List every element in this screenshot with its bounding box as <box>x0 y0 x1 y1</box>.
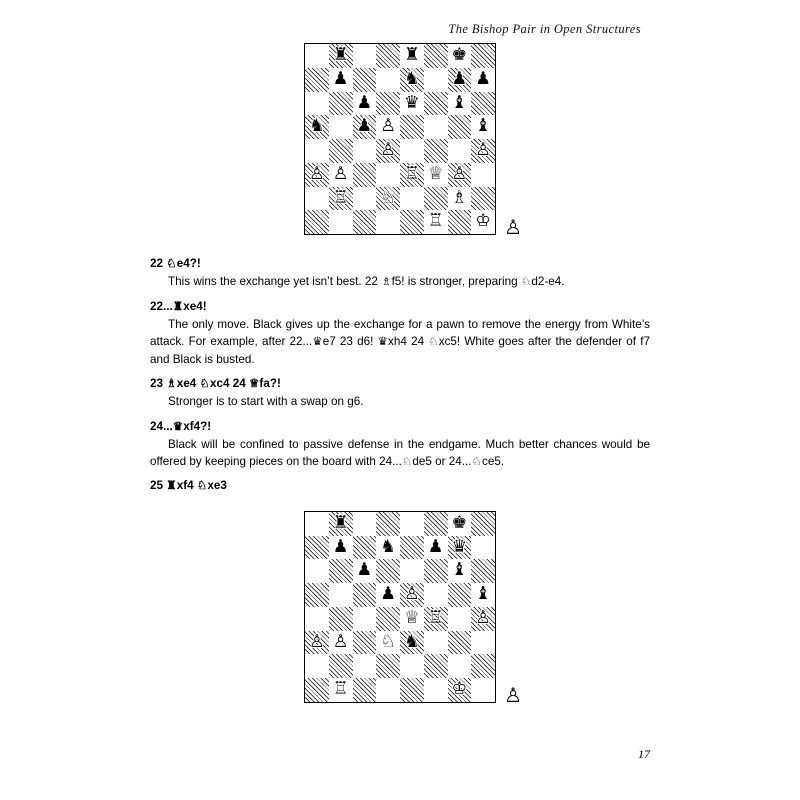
board1-piece: ♖ <box>404 163 420 184</box>
board1-square <box>400 44 424 68</box>
board1-square <box>329 44 353 68</box>
board2-square <box>353 654 377 678</box>
board2-square <box>471 631 495 655</box>
board2-square <box>305 512 329 536</box>
board2-square <box>448 512 472 536</box>
board2-piece: ♜ <box>332 512 349 533</box>
page-number: 17 <box>638 747 650 761</box>
board2-square <box>400 512 424 536</box>
board1-square <box>471 68 495 92</box>
board1-square <box>424 44 448 68</box>
chess-board-1 <box>304 43 496 235</box>
board1-square <box>353 163 377 187</box>
board2-square <box>329 607 353 631</box>
board2-piece: ♙ <box>332 631 349 652</box>
board1-square <box>329 92 353 116</box>
board2-square <box>471 559 495 583</box>
board1-square <box>448 163 472 187</box>
board2-square <box>353 512 377 536</box>
board1-square <box>424 210 448 234</box>
board1-square <box>400 210 424 234</box>
move-22-heading: 22 ♘e4?! <box>150 257 201 270</box>
board2-square <box>424 512 448 536</box>
board1-square <box>329 163 353 187</box>
board2-square <box>448 654 472 678</box>
board1-piece: ♜ <box>404 45 420 66</box>
board2-square <box>376 512 400 536</box>
board1-square <box>305 92 329 116</box>
board2-square <box>305 631 329 655</box>
board1-square <box>424 187 448 211</box>
board2-square <box>376 654 400 678</box>
board1-piece: ♟ <box>356 92 373 113</box>
board2-piece: ♟ <box>332 536 349 557</box>
board2-square <box>353 559 377 583</box>
comment-23-24: Stronger is to start with a swap on g6. <box>168 395 364 409</box>
board1-square <box>424 139 448 163</box>
board1-square <box>376 92 400 116</box>
comment-24-black: Black will be confined to passive defense in the endgame. Much better chances would be offered by keeping pieces on the board with 24...♘de5 or 24...♘ce5. <box>150 437 650 469</box>
board2-square <box>376 536 400 560</box>
running-head: The Bishop Pair in Open Structures <box>448 22 641 36</box>
board2-square <box>353 583 377 607</box>
board1-square <box>471 44 495 68</box>
board1-square <box>400 187 424 211</box>
board1-square <box>329 187 353 211</box>
board1-piece: ♛ <box>404 92 420 113</box>
board2-piece: ♔ <box>451 679 468 700</box>
board2-square <box>424 536 448 560</box>
board2-piece: ♛ <box>451 536 468 557</box>
board2-square <box>400 607 424 631</box>
board2-piece: ♝ <box>451 560 468 581</box>
board2-square <box>448 536 472 560</box>
board1-square <box>471 115 495 139</box>
board1-piece: ♜ <box>332 45 349 66</box>
board1-square <box>448 210 472 234</box>
board1-square <box>448 139 472 163</box>
board1-square <box>353 115 377 139</box>
board2-square <box>400 536 424 560</box>
board2-piece: ♞ <box>404 631 420 652</box>
board2-square <box>400 559 424 583</box>
board1-square <box>400 139 424 163</box>
board2-square <box>329 654 353 678</box>
board2-piece: ♘ <box>380 631 396 652</box>
board1-square <box>376 44 400 68</box>
board2-piece: ♕ <box>404 607 420 628</box>
diagram-1-block <box>304 43 522 239</box>
board2-square <box>400 583 424 607</box>
board1-piece: ♝ <box>475 116 491 137</box>
board2-square <box>424 559 448 583</box>
board2-piece: ♖ <box>427 607 444 628</box>
board1-piece: ♘ <box>380 187 396 208</box>
board2-square <box>353 678 377 702</box>
board1-square <box>329 115 353 139</box>
board1-piece: ♙ <box>332 163 349 184</box>
board1-square <box>448 115 472 139</box>
board2-square <box>448 607 472 631</box>
board2-piece: ♖ <box>332 679 349 700</box>
board2-piece: ♙ <box>404 584 420 605</box>
board1-square <box>424 115 448 139</box>
chess-board-2 <box>304 511 496 703</box>
board2-square <box>376 631 400 655</box>
board2-piece: ♞ <box>380 536 396 557</box>
board1-piece: ♞ <box>404 68 420 89</box>
board2-square <box>376 559 400 583</box>
board2-square <box>305 536 329 560</box>
board1-square <box>353 92 377 116</box>
comment-22-black: The only move. Black gives up the exchange for a pawn to remove the energy from White’s attack. For example, after 22...♛e7 23 d6! ♛xh4 24 ♘xc5! White goes after the defender of f7 and Black is busted. <box>150 317 650 366</box>
board1-square <box>471 187 495 211</box>
board1-square <box>353 210 377 234</box>
board1-square <box>471 163 495 187</box>
board2-square <box>353 631 377 655</box>
board2-square <box>329 583 353 607</box>
board2-square <box>305 654 329 678</box>
board1-piece: ♙ <box>475 140 491 161</box>
board1-square <box>400 68 424 92</box>
white-to-move-icon: ♙ <box>504 215 522 239</box>
board1-square <box>376 163 400 187</box>
board2-square <box>471 654 495 678</box>
board2-piece: ♟ <box>427 536 444 557</box>
board1-square <box>329 139 353 163</box>
board2-square <box>329 512 353 536</box>
board2-square <box>471 607 495 631</box>
board2-piece: ♝ <box>475 584 491 605</box>
diagram-2-wrap <box>150 511 650 707</box>
board2-square <box>471 583 495 607</box>
board1-piece: ♖ <box>332 187 349 208</box>
board2-piece: ♚ <box>451 512 468 533</box>
board1-piece: ♔ <box>475 211 491 232</box>
move-22-black-heading: 22...♜xe4! <box>150 299 207 313</box>
board2-square <box>424 631 448 655</box>
board1-piece: ♖ <box>427 211 444 232</box>
board2-square <box>305 583 329 607</box>
board2-square <box>424 607 448 631</box>
board1-square <box>376 68 400 92</box>
board1-square <box>329 210 353 234</box>
board2-square <box>329 631 353 655</box>
diagram-2-block <box>304 511 522 707</box>
board2-square <box>376 678 400 702</box>
board1-piece: ♟ <box>451 68 468 89</box>
board1-square <box>424 163 448 187</box>
board1-square <box>448 187 472 211</box>
board1-square <box>305 115 329 139</box>
board2-square <box>353 536 377 560</box>
board1-piece: ♟ <box>332 68 349 89</box>
board1-piece: ♙ <box>380 140 396 161</box>
board1-square <box>376 139 400 163</box>
board1-square <box>305 187 329 211</box>
board1-square <box>424 68 448 92</box>
move-25-heading: 25 ♜xf4 ♘xe3 <box>150 479 227 493</box>
board1-square <box>305 210 329 234</box>
board1-square <box>448 68 472 92</box>
board1-square <box>353 68 377 92</box>
move-24-black-heading: 24...♛xf4?! <box>150 419 212 433</box>
board1-piece: ♟ <box>475 68 491 89</box>
board1-square <box>305 139 329 163</box>
board1-square <box>448 92 472 116</box>
board1-square <box>376 210 400 234</box>
board1-square <box>400 115 424 139</box>
board2-square <box>376 583 400 607</box>
board1-piece: ♙ <box>451 163 468 184</box>
diagram-1-wrap <box>150 43 650 239</box>
board2-piece: ♙ <box>309 631 325 652</box>
board1-square <box>400 163 424 187</box>
board2-piece: ♟ <box>356 560 373 581</box>
board1-square <box>471 92 495 116</box>
board1-square <box>305 163 329 187</box>
board2-square <box>400 631 424 655</box>
board1-square <box>329 68 353 92</box>
board2-square <box>305 559 329 583</box>
board2-square <box>305 678 329 702</box>
board2-square <box>424 654 448 678</box>
board2-square <box>448 678 472 702</box>
board2-piece: ♟ <box>380 584 396 605</box>
board1-square <box>471 210 495 234</box>
board1-square <box>305 68 329 92</box>
board2-square <box>471 512 495 536</box>
comment-22: This wins the exchange yet isn’t best. 22 ♗f5! is stronger, preparing ♘d2-e4. <box>168 275 565 289</box>
board2-piece: ♙ <box>475 607 491 628</box>
board1-square <box>471 139 495 163</box>
board1-square <box>376 187 400 211</box>
white-to-move-icon-2: ♙ <box>504 682 522 707</box>
board1-piece: ♙ <box>380 116 396 137</box>
board2-square <box>400 678 424 702</box>
board1-square <box>353 44 377 68</box>
board2-square <box>400 654 424 678</box>
board1-square <box>353 187 377 211</box>
board1-piece: ♕ <box>427 163 444 184</box>
board1-square <box>353 139 377 163</box>
board2-square <box>471 536 495 560</box>
board2-square <box>448 559 472 583</box>
board1-piece: ♞ <box>309 116 325 137</box>
board2-square <box>329 559 353 583</box>
board2-square <box>329 678 353 702</box>
board2-square <box>305 607 329 631</box>
board1-square <box>400 92 424 116</box>
board2-square <box>448 583 472 607</box>
board2-square <box>424 583 448 607</box>
board2-square <box>424 678 448 702</box>
board1-piece: ♗ <box>451 187 468 208</box>
board1-piece: ♙ <box>309 163 325 184</box>
board1-piece: ♟ <box>356 116 373 137</box>
move-23-24-heading: 23 ♗xe4 ♘xc4 24 ♕fa?! <box>150 376 281 390</box>
board1-piece: ♚ <box>451 45 468 66</box>
board1-square <box>305 44 329 68</box>
board2-square <box>329 536 353 560</box>
board1-square <box>376 115 400 139</box>
board1-piece: ♝ <box>451 92 468 113</box>
board2-square <box>448 631 472 655</box>
board2-square <box>376 607 400 631</box>
move-commentary <box>150 255 650 495</box>
board2-square <box>471 678 495 702</box>
board1-square <box>424 92 448 116</box>
board2-square <box>353 607 377 631</box>
board1-square <box>448 44 472 68</box>
